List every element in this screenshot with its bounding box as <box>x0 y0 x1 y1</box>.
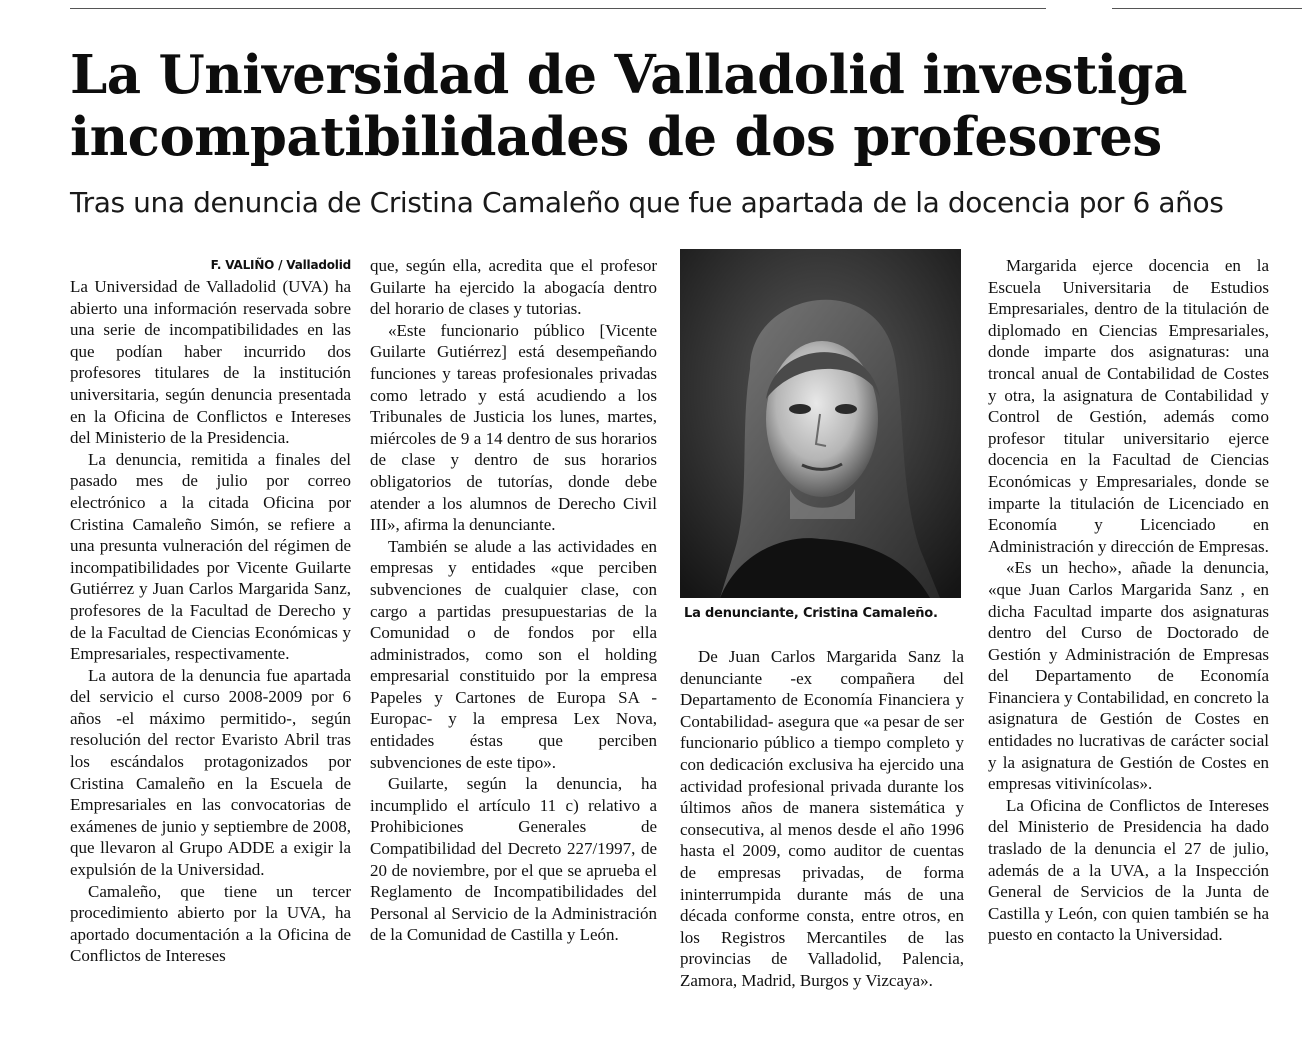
column-1 <box>70 255 351 967</box>
top-rule-right <box>1112 8 1302 9</box>
paragraph: De Juan Carlos Margarida Sanz la denunciante -ex compañera del Departamento de Economía Financiera y Contabilidad- asegura que «a pesar de ser funcionario público a tiempo completo y con dedicación exclusiva ha ejercido una actividad profesional privada durante los últimos años de manera sistemática y consecutiva, al menos desde el año 1996 hasta el 2009, como auditor de cuentas de empresas privadas, de forma ininterrumpida durante más de una década conforme consta, entre otros, en los Registros Mercantiles de las provincias de Valladolid, Palencia, Zamora, Madrid, Burgos y Vizcaya». <box>680 647 964 990</box>
column-2 <box>370 255 657 946</box>
photo-caption: La denunciante, Cristina Camaleño. <box>684 606 938 621</box>
paragraph: La Universidad de Valladolid (UVA) ha abierto una información reservada sobre una serie de incompatibilidades en las que podían haber incurrido dos profesores titulares de la institución universitaria, según denuncia presentada en la Oficina de Conflictos e Intereses del Ministerio de la Presidencia. <box>70 277 351 448</box>
headline-line-2: incompatibilidades de dos profesores <box>70 106 1162 168</box>
paragraph: Margarida ejerce docencia en la Escuela Universitaria de Estudios Empresariales, dentro de la titulación de diplomado en Ciencias Empresariales, donde imparte dos asignaturas: una troncal anual de Contabilidad de Costes y otra, la asignatura de Contabilidad y Control de Gestión, además como profesor titular universitario ejerce docencia en la Facultad de Ciencias Económicas y Empresariales, donde se imparte la titulación de Licenciado en Economía y Licenciado en Administración y dirección de Empresas. <box>988 256 1269 556</box>
headline-line-1: La Universidad de Valladolid investiga <box>70 44 1187 106</box>
paragraph: La Oficina de Conflictos de Intereses del Ministerio de Presidencia ha dado traslado de la denuncia el 27 de julio, además de a la UVA, a la Inspección General de Servicios de la Junta de Castilla y León, con quien también se ha puesto en contacto la Universidad. <box>988 795 1269 945</box>
paragraph: Camaleño, que tiene un tercer procedimiento abierto por la UVA, ha aportado documentación a la Oficina de Conflictos de Intereses <box>70 881 351 966</box>
paragraph: que, según ella, acredita que el profesor Guilarte ha ejercido la abogacía dentro del horario de clases y tutorias. <box>370 256 657 319</box>
paragraph: La denuncia, remitida a finales del pasado mes de julio por correo electrónico a la citada Oficina por Cristina Camaleño Simón, se refiere a una presunta vulneración del régimen de incompatibilidades por Vicente Guilarte Gutiérrez y Juan Carlos Margarida Sanz, profesores de la Facultad de Derecho y de la Facultad de Ciencias Económicas y Empresariales, respectivamente. <box>70 449 351 664</box>
paragraph: Guilarte, según la denuncia, ha incumplido el artículo 11 c) relativo a Prohibiciones Generales de Compatibilidad del Decreto 227/1997, de 20 de noviembre, por el que se aprueba el Reglamento de Incompatibilidades del Personal al Servicio de la Administración de la Comunidad de Castilla y León. <box>370 774 657 945</box>
headline <box>70 44 1305 168</box>
portrait-photo <box>680 249 961 598</box>
top-rule <box>70 8 1046 9</box>
subheadline: Tras una denuncia de Cristina Camaleño que fue apartada de la docencia por 6 años <box>70 186 1224 219</box>
column-3 <box>680 646 964 992</box>
paragraph: La autora de la denuncia fue apartada del servicio el curso 2008-2009 por 6 años -el máximo permitido-, según resolución del rector Evaristo Abril tras los escándalos protagonizados por Cristina Camaleño en la Escuela de Empresariales en las convocatorias de exámenes de junio y septiembre de 2008, que llevaron al Grupo ADDE a exigir la expulsión de la Universidad. <box>70 665 351 880</box>
paragraph: «Es un hecho», añade la denuncia, «que Juan Carlos Margarida Sanz , en dicha Facultad imparte dos asignaturas dentro del Curso de Doctorado de Gestión y Administración de Empresas del Departamento de Economía Financiera y Contabilidad, en concreto la asignatura de Gestión de Costes en entidades no lucrativas de carácter social y la asignatura de Gestión de Costes en empresas vitivinícolas». <box>988 558 1269 794</box>
paragraph: «Este funcionario público [Vicente Guilarte Gutiérrez] está desempeñando funciones y tareas profesionales privadas como letrado y está acudiendo a los Tribunales de Justicia los lunes, martes, miércoles de 9 a 14 dentro de sus horarios de clase y dentro de sus horarios obligatorios de tutorías, donde debe atender a los alumnos de Derecho Civil III», afirma la denunciante. <box>370 320 657 535</box>
column-4 <box>988 255 1269 946</box>
paragraph: También se alude a las actividades en empresas y entidades «que perciben subvenciones de cualquier clase, con cargo a partidas presupuestarias de la Comunidad o de fondos por ella administrados, como son el holding empresarial constituido por la empresa Papeles y Cartones de Europa SA -Europac- y la empresa Lex Nova, entidades éstas que perciben subvenciones de este tipo». <box>370 536 657 772</box>
portrait-photo-icon <box>680 249 961 598</box>
byline: F. VALIÑO / Valladolid <box>210 258 351 272</box>
